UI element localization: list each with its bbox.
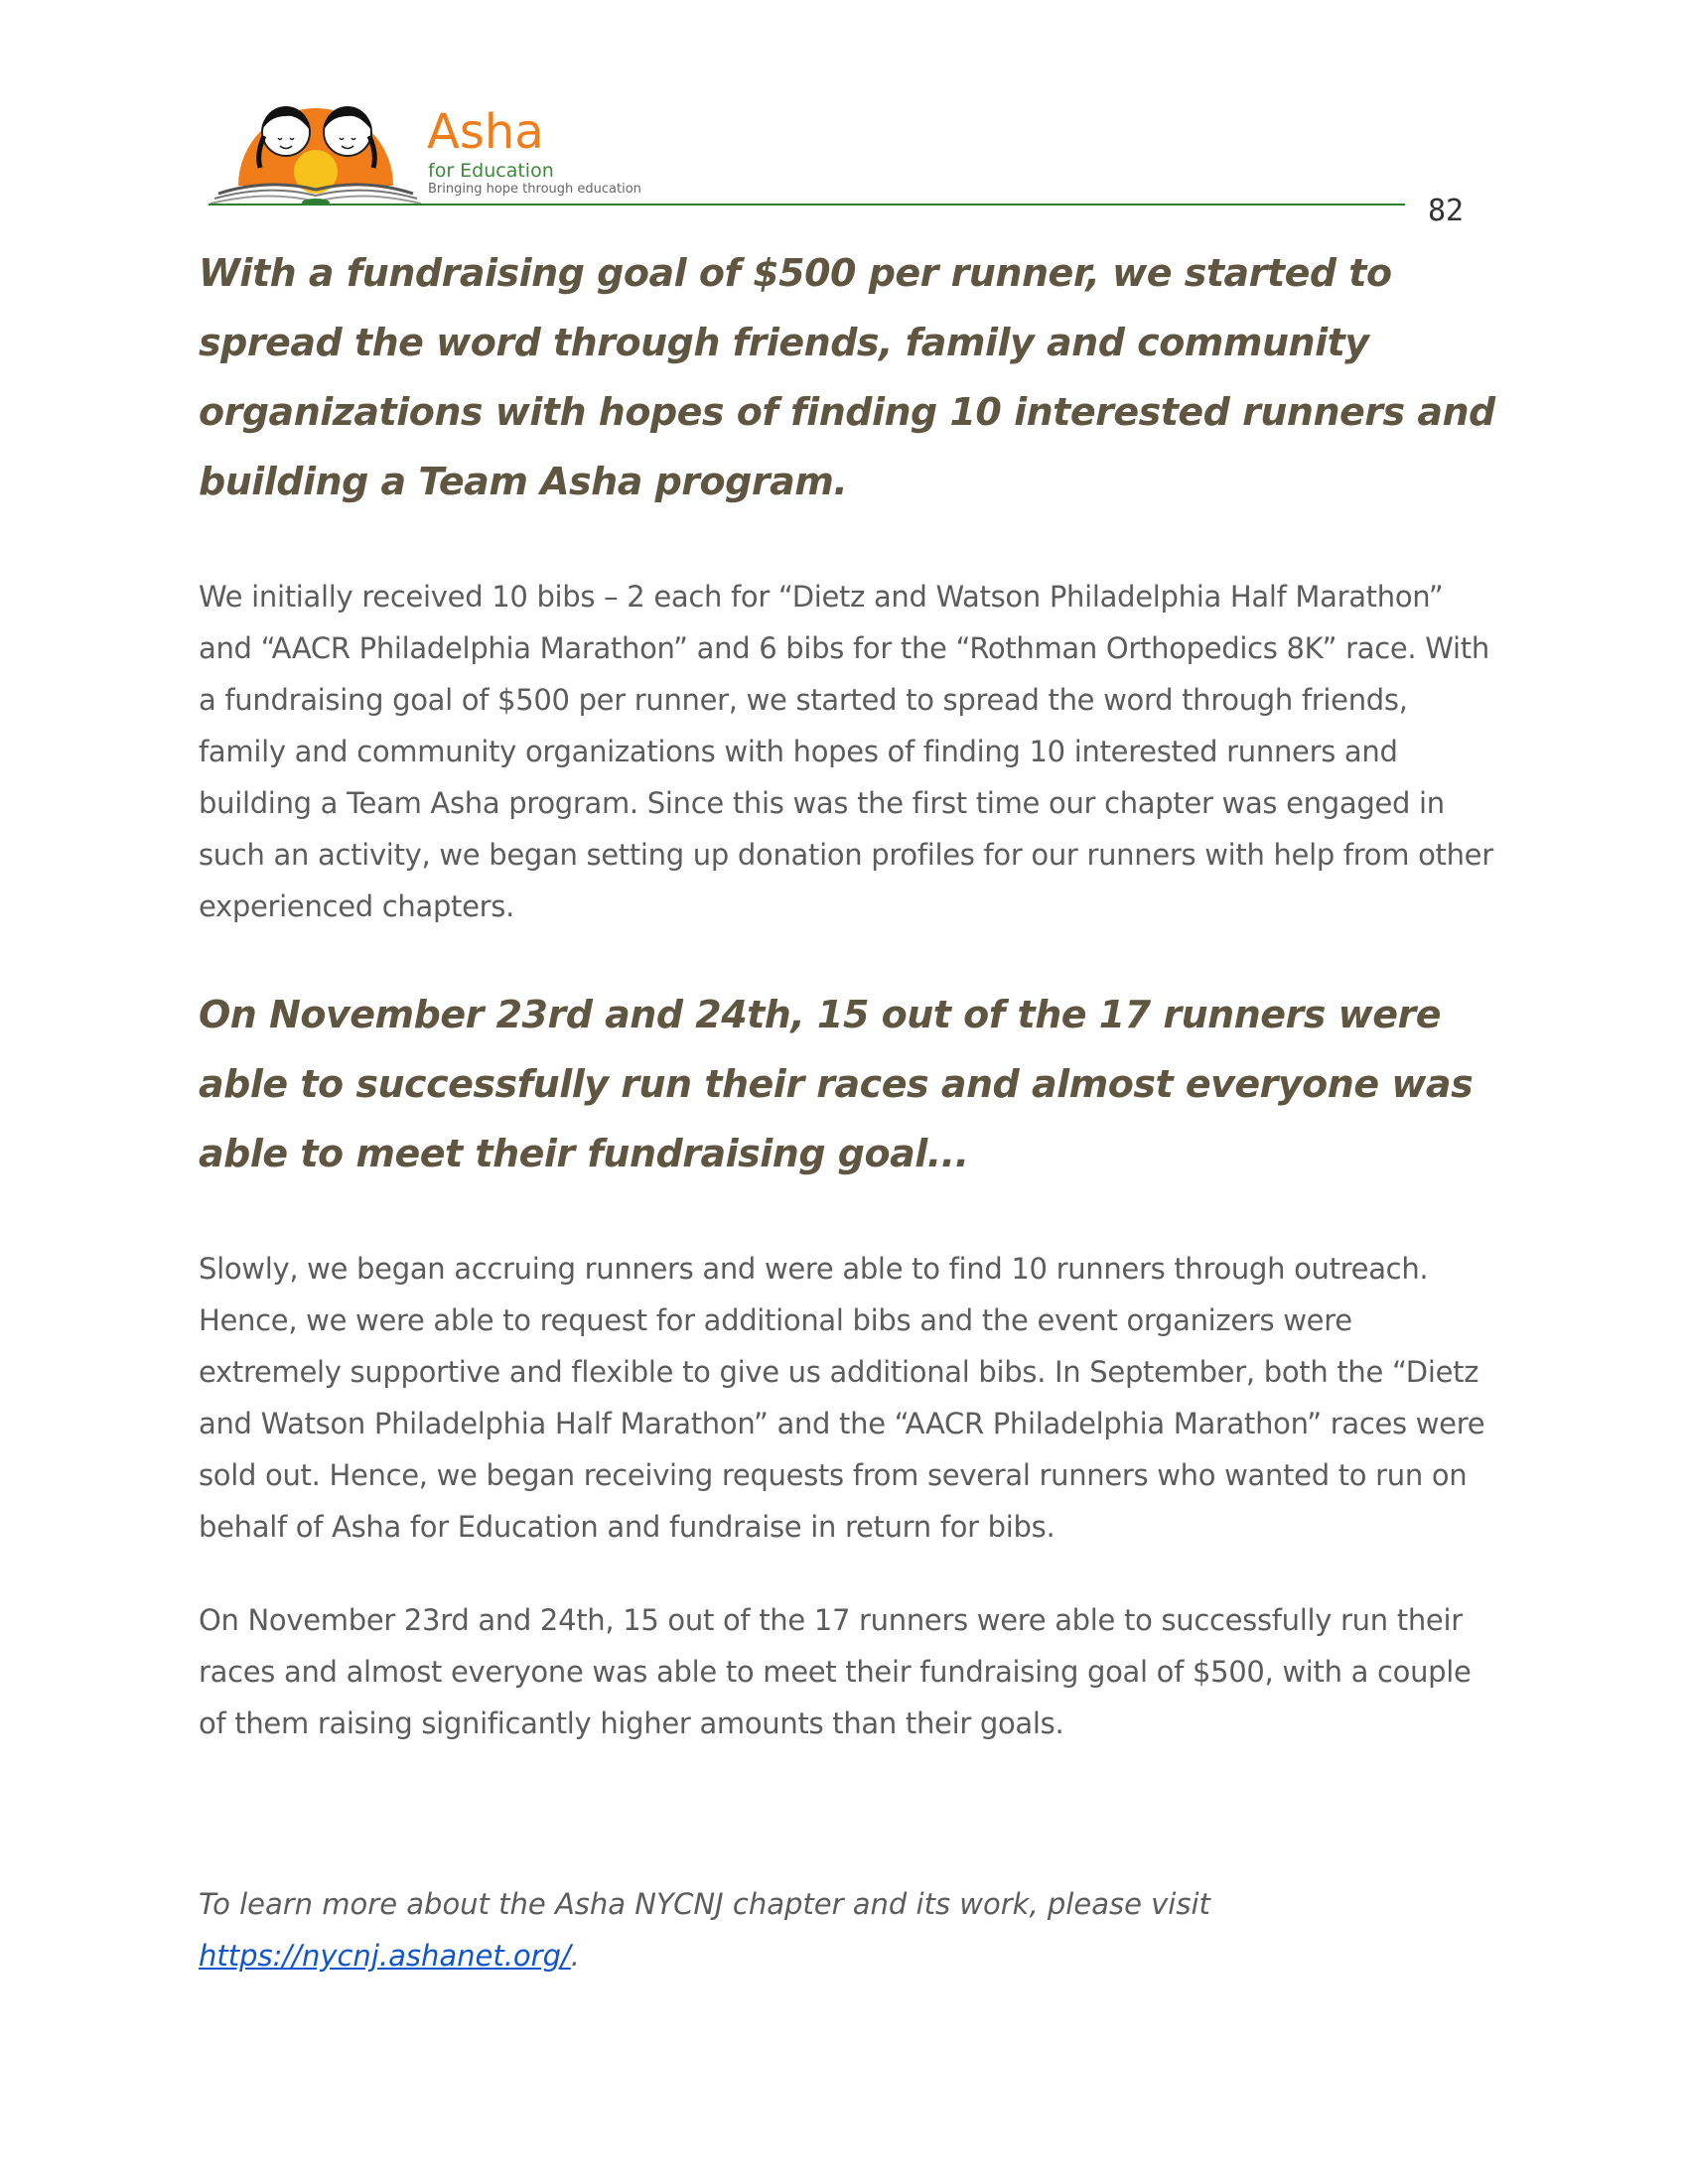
logo-tagline: Bringing hope through education [428, 182, 641, 197]
chapter-website-link[interactable]: https://nycnj.ashanet.org/ [199, 1939, 571, 1973]
header-divider [209, 204, 1405, 205]
page-number: 82 [1428, 194, 1465, 228]
footer-period: . [570, 1939, 580, 1973]
page-header [209, 94, 1400, 218]
footer-text: To learn more about the Asha NYCNJ chapter and its work, please visit [199, 1887, 1210, 1921]
pull-quote-1: With a fundraising goal of $500 per runner, we started to spread the word through friends, family and community organizations with hopes of finding 10 interested runners and building a Team Asha program. [199, 251, 1495, 503]
logo-subtitle: for Education [428, 160, 554, 182]
paragraph-2: Slowly, we began accruing runners and were able to find 10 runners through outreach. Hence, we were able to request for additional bibs and the event organizers were extremely supportive and flexible to give us additional bibs. In September, both the “Dietz and Watson Philadelphia Half Marathon” and the “AACR Philadelphia Marathon” races were sold out. Hence, we began receiving requests from several runners who wanted to run on behalf of Asha for Education and fundraise in return for bibs. [199, 1252, 1485, 1544]
paragraph-1: We initially received 10 bibs – 2 each for “Dietz and Watson Philadelphia Half Marathon” and “AACR Philadelphia Marathon” and 6 bibs for the “Rothman Orthopedics 8K” race. With a fundraising goal of $500 per runner, we started to spread the word through friends, family and community organizations with hopes of finding 10 interested runners and building a Team Asha program. Since this was the first time our chapter was engaged in such an activity, we began setting up donation profiles for our runners with help from other experienced chapters. [199, 580, 1493, 923]
footer-note [199, 1878, 1499, 1981]
pull-quote-2: On November 23rd and 24th, 15 out of the 17 runners were able to successfully run their races and almost everyone was able to meet their fundraising goal... [199, 993, 1474, 1175]
logo-wordmark: Asha [427, 104, 544, 160]
asha-logo-icon [209, 94, 422, 205]
page-content [199, 238, 1499, 1981]
paragraph-3: On November 23rd and 24th, 15 out of the 17 runners were able to successfully run their races and almost everyone was able to meet their fundraising goal of $500, with a couple of them raising significantly higher amounts than their goals. [199, 1603, 1472, 1740]
